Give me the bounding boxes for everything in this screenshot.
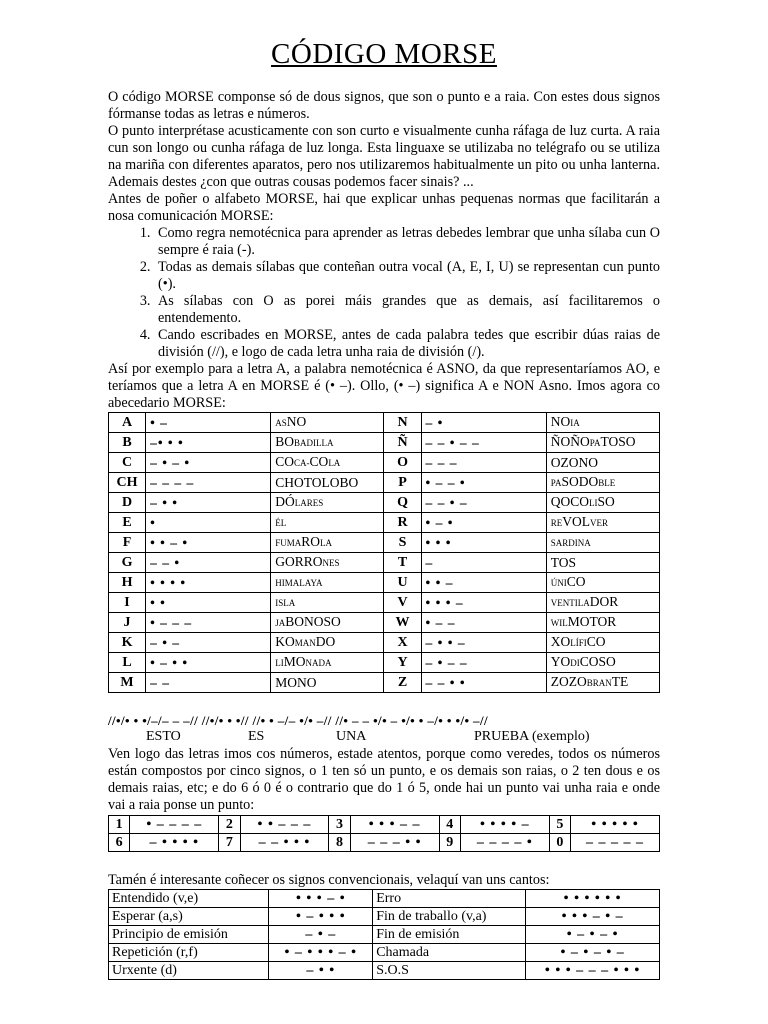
mnemonic-syllable: BO: [275, 434, 295, 449]
mnemonic-word: [271, 613, 384, 633]
mnemonic-syllable: DÓ: [275, 494, 295, 509]
alphabet-row: [109, 413, 660, 433]
mnemonic-word: [546, 593, 659, 613]
example-word: UNA: [336, 729, 367, 744]
mnemonic-syllable: CA-: [294, 458, 310, 468]
example-word: PRUEBA (exemplo): [474, 729, 590, 744]
mnemonic-word: [546, 653, 659, 673]
alphabet-row: [109, 673, 660, 693]
sign-name-cell: Repetición (r,f): [109, 944, 269, 962]
morse-code-cell: – –: [146, 673, 271, 693]
mnemonic-word: [271, 453, 384, 473]
mnemonic-syllable: COSO: [579, 654, 616, 669]
mnemonic-syllable: PA: [550, 478, 562, 488]
sign-name-cell: Fin de emisión: [373, 926, 526, 944]
rules-list: [108, 225, 660, 361]
letter-cell: O: [384, 453, 421, 473]
morse-code-cell: • • • •: [146, 573, 271, 593]
letter-cell: T: [384, 553, 421, 573]
mnemonic-syllable: FUMA: [275, 538, 302, 548]
mnemonic-syllable: NO: [550, 414, 571, 429]
alphabet-row: [109, 553, 660, 573]
alphabet-row: [109, 633, 660, 653]
numbers-row: [109, 816, 660, 834]
mnemonic-syllable: ÉL: [275, 518, 287, 528]
mnemonic-syllable: VER: [590, 518, 609, 528]
intro-paragraph-2: O punto interprétase acusticamente con son curto e visualmente cunha ráfaga de luz curta. A raia cun son longo ou cunha ráfaga de luz longa. Esta linguaxe se utilizaba no telégrafo ou se utiliza na mariña con diferentes aparatos, pero nos utilizaremos habitualmente un pito ou unha lanterna. Ademais destes ¿con que outras cousas podemos facer sinais? ...: [108, 123, 660, 190]
number-cell: 7: [219, 834, 240, 852]
alphabet-row: [109, 593, 660, 613]
number-code-cell: – • • • •: [130, 834, 219, 852]
mnemonic-syllable: DO: [315, 634, 336, 649]
example-code: //•/• • •/–/– – –// //•/• • •// //• • –/– •/• –// //• – – •/• – •/• • –/• • •/• –//: [108, 713, 488, 728]
letter-cell: S: [384, 533, 421, 553]
morse-code-cell: • •: [146, 593, 271, 613]
mnemonic-syllable: HIMALAYA: [275, 578, 323, 588]
morse-code-cell: – – •: [146, 553, 271, 573]
number-code-cell: – – – – •: [460, 834, 549, 852]
letter-cell: I: [109, 593, 146, 613]
letter-cell: Ñ: [384, 433, 421, 453]
sign-code-cell: • – • – • –: [526, 944, 660, 962]
letter-cell: W: [384, 613, 421, 633]
letter-cell: F: [109, 533, 146, 553]
mnemonic-syllable: WIL: [550, 618, 568, 628]
mnemonic-word: [546, 473, 659, 493]
morse-code-cell: • • •: [421, 533, 546, 553]
number-cell: 6: [109, 834, 130, 852]
page-title: CÓDIGO MORSE: [271, 38, 497, 70]
mnemonic-syllable: IA: [570, 418, 580, 428]
signs-intro: Tamén é interesante coñecer os signos convencionais, velaquí van uns cantos:: [108, 872, 550, 888]
mnemonic-word: [546, 453, 659, 473]
number-code-cell: – – – – –: [571, 834, 660, 852]
letter-cell: K: [109, 633, 146, 653]
alphabet-row: [109, 433, 660, 453]
morse-code-cell: – – • •: [421, 673, 546, 693]
morse-code-cell: – • – –: [421, 653, 546, 673]
mnemonic-syllable: TE: [611, 674, 629, 689]
mnemonic-word: [546, 433, 659, 453]
mnemonic-word: [271, 473, 384, 493]
sign-code-cell: – • •: [269, 962, 373, 980]
mnemonic-word: [546, 513, 659, 533]
number-code-cell: – – – • •: [350, 834, 439, 852]
mnemonic-word: [546, 613, 659, 633]
morse-code-cell: – – – –: [146, 473, 271, 493]
letter-cell: CH: [109, 473, 146, 493]
sign-code-cell: – • –: [269, 926, 373, 944]
number-cell: 0: [549, 834, 570, 852]
mnemonic-syllable: JA: [275, 618, 286, 628]
example-words: [108, 729, 660, 746]
mnemonic-syllable: GORRO: [275, 554, 323, 569]
morse-code-cell: – – –: [421, 453, 546, 473]
alphabet-row: [109, 653, 660, 673]
letter-cell: B: [109, 433, 146, 453]
numbers-row: [109, 834, 660, 852]
mnemonic-word: [546, 413, 659, 433]
mnemonic-syllable: TOSO: [600, 434, 636, 449]
letter-cell: J: [109, 613, 146, 633]
sign-name-cell: Principio de emisión: [109, 926, 269, 944]
mnemonic-syllable: VENTILA: [550, 598, 590, 608]
number-cell: 9: [439, 834, 460, 852]
morse-code-cell: – – • – –: [421, 433, 546, 453]
mnemonic-word: [271, 573, 384, 593]
morse-code-cell: • – – •: [421, 473, 546, 493]
sign-name-cell: Chamada: [373, 944, 526, 962]
morse-code-cell: –: [421, 553, 546, 573]
morse-code-cell: • – •: [421, 513, 546, 533]
morse-code-cell: • – – –: [146, 613, 271, 633]
letter-cell: P: [384, 473, 421, 493]
mnemonic-syllable: AS: [275, 418, 287, 428]
rule-item: 1. Como regra nemotécnica para aprender as letras debedes lembrar que unha sílaba cun O sempre é raia (-).: [154, 225, 660, 259]
alphabet-row: [109, 473, 660, 493]
sign-code-cell: • • • – – – • • •: [526, 962, 660, 980]
alphabet-row: [109, 573, 660, 593]
mnemonic-syllable: SO: [597, 494, 615, 509]
alphabet-row: [109, 493, 660, 513]
alphabet-row: [109, 513, 660, 533]
sign-code-cell: • • • – • –: [526, 908, 660, 926]
mnemonic-syllable: TOS: [550, 555, 577, 570]
signs-table: [108, 889, 660, 980]
intro-paragraph-1: O código MORSE componse só de dous signos, que son o punto e a raia. Con estes dous signos fórmanse todas as letras e números.: [108, 89, 660, 122]
mnemonic-syllable: CO: [566, 574, 586, 589]
morse-code-cell: – •: [421, 413, 546, 433]
example-word: ESTO: [146, 729, 181, 744]
mnemonic-syllable: CO: [275, 454, 295, 469]
mnemonic-word: [546, 633, 659, 653]
sign-name-cell: Entendido (v,e): [109, 890, 269, 908]
mnemonic-syllable: LA: [328, 458, 341, 468]
mnemonic-syllable: LI: [275, 658, 284, 668]
mnemonic-syllable: ÑOÑO: [550, 434, 590, 449]
mnemonic-syllable: LA: [320, 538, 333, 548]
letter-cell: E: [109, 513, 146, 533]
letter-cell: Y: [384, 653, 421, 673]
mnemonic-word: [271, 493, 384, 513]
mnemonic-syllable: PA: [589, 438, 601, 448]
signs-row: [109, 890, 660, 908]
mnemonic-word: [271, 653, 384, 673]
mnemonic-word: [271, 413, 384, 433]
mnemonic-syllable: KO: [275, 634, 295, 649]
morse-code-cell: •: [146, 513, 271, 533]
number-code-cell: • • • • •: [571, 816, 660, 834]
letter-cell: X: [384, 633, 421, 653]
number-cell: 3: [329, 816, 350, 834]
morse-code-cell: • –: [146, 413, 271, 433]
mnemonic-syllable: BONOSO: [285, 614, 341, 629]
sign-name-cell: Urxente (d): [109, 962, 269, 980]
number-cell: 8: [329, 834, 350, 852]
mnemonic-word: [546, 533, 659, 553]
letter-cell: A: [109, 413, 146, 433]
letter-cell: L: [109, 653, 146, 673]
numbers-table: [108, 815, 660, 852]
morse-code-cell: • – • •: [146, 653, 271, 673]
sign-code-cell: • • • • • •: [526, 890, 660, 908]
letter-cell: D: [109, 493, 146, 513]
mnemonic-syllable: BRAN: [586, 678, 612, 688]
mnemonic-syllable: BLE: [598, 478, 616, 488]
mnemonic-syllable: RE: [550, 518, 563, 528]
letter-cell: N: [384, 413, 421, 433]
alphabet-row: [109, 613, 660, 633]
numbers-paragraph: Ven logo das letras imos cos números, estade atentos, porque como veredes, todos os números están compostos por cinco signos, o 1 ten só un punto, e os demais son raias, o 2 ten dous e os demais raias, etc; e do 6 ó 0 é o contrario que do 1 ó 5, onde hai un punto vai unha raia e onde vai a raia ponse un punto:: [108, 746, 660, 813]
mnemonic-word: [546, 493, 659, 513]
number-cell: 1: [109, 816, 130, 834]
mnemonic-word: [546, 553, 659, 573]
number-cell: 5: [549, 816, 570, 834]
letter-cell: M: [109, 673, 146, 693]
mnemonic-syllable: ZOZO: [550, 674, 587, 689]
letter-cell: U: [384, 573, 421, 593]
number-code-cell: – – • • •: [240, 834, 329, 852]
letter-cell: V: [384, 593, 421, 613]
mnemonic-syllable: YO: [550, 654, 571, 669]
mnemonic-word: [271, 593, 384, 613]
morse-code-cell: – • • –: [421, 633, 546, 653]
sign-code-cell: • – • • •: [269, 908, 373, 926]
morse-code-cell: • • –: [421, 573, 546, 593]
example-paragraph: Así por exemplo para a letra A, a palabra nemotécnica é ASNO, da que representaríamos AO, e teríamos que a letra A en MORSE é (• –). Ollo, (• –) significa A e NON Asno. Imos agora co abecedario MORSE:: [108, 361, 660, 411]
sign-name-cell: Erro: [373, 890, 526, 908]
signs-row: [109, 962, 660, 980]
letter-cell: C: [109, 453, 146, 473]
mnemonic-word: [546, 573, 659, 593]
letter-cell: R: [384, 513, 421, 533]
letter-cell: H: [109, 573, 146, 593]
document-page: [108, 34, 660, 980]
mnemonic-syllable: QOCO: [550, 494, 590, 509]
rule-item: 3. As sílabas con O as porei máis grandes que as demais, así facilitaremos o entendemento.: [154, 293, 660, 327]
sign-code-cell: • – • – •: [526, 926, 660, 944]
mnemonic-syllable: LARES: [294, 498, 324, 508]
mnemonic-syllable: MAN: [294, 638, 316, 648]
rule-item: 4. Cando escribades en MORSE, antes de cada palabra tedes que escribir dúas raias de división (//), e logo de cada letra unha raia de división (/).: [154, 327, 660, 361]
mnemonic-word: [271, 433, 384, 453]
mnemonic-word: [271, 673, 384, 693]
mnemonic-syllable: ÚNI: [550, 578, 567, 588]
letter-cell: G: [109, 553, 146, 573]
sign-name-cell: Fin de traballo (v,a): [373, 908, 526, 926]
mnemonic-syllable: OZONO: [550, 455, 599, 470]
mnemonic-syllable: NADA: [305, 658, 332, 668]
alphabet-table: [108, 412, 660, 693]
example-word: ES: [248, 729, 265, 744]
morse-code-cell: • • – •: [146, 533, 271, 553]
sign-code-cell: • – • • • – •: [269, 944, 373, 962]
morse-code-cell: – • – •: [146, 453, 271, 473]
number-cell: 4: [439, 816, 460, 834]
morse-code-cell: – – • –: [421, 493, 546, 513]
signs-row: [109, 908, 660, 926]
mnemonic-syllable: VOL: [562, 514, 591, 529]
signs-row: [109, 926, 660, 944]
mnemonic-syllable: BADILLA: [294, 438, 334, 448]
mnemonic-word: [271, 633, 384, 653]
mnemonic-syllable: XO: [550, 634, 571, 649]
mnemonic-syllable: RO: [301, 534, 321, 549]
mnemonic-syllable: CHOTOLOBO: [275, 475, 359, 490]
mnemonic-syllable: MO: [283, 654, 306, 669]
mnemonic-syllable: LÍFI: [570, 638, 587, 648]
mnemonic-syllable: LI: [589, 498, 598, 508]
mnemonic-syllable: MONO: [275, 675, 317, 690]
number-code-cell: • – – – –: [130, 816, 219, 834]
number-code-cell: • • • – –: [350, 816, 439, 834]
mnemonic-syllable: SODO: [561, 474, 599, 489]
morse-code-cell: –• • •: [146, 433, 271, 453]
rule-item: 2. Todas as demais sílabas que conteñan outra vocal (A, E, I, U) se representan cun punto (•).: [154, 259, 660, 293]
mnemonic-syllable: NES: [322, 558, 340, 568]
morse-code-cell: • • • –: [421, 593, 546, 613]
mnemonic-syllable: CO: [309, 454, 329, 469]
signs-row: [109, 944, 660, 962]
mnemonic-word: [546, 673, 659, 693]
mnemonic-word: [271, 533, 384, 553]
mnemonic-syllable: DOR: [589, 594, 619, 609]
alphabet-row: [109, 453, 660, 473]
morse-code-cell: – • •: [146, 493, 271, 513]
mnemonic-syllable: DI: [570, 658, 580, 668]
mnemonic-syllable: SARDINA: [550, 538, 591, 548]
mnemonic-syllable: NO: [286, 414, 307, 429]
mnemonic-word: [271, 513, 384, 533]
alphabet-row: [109, 533, 660, 553]
number-code-cell: • • • • –: [460, 816, 549, 834]
number-cell: 2: [219, 816, 240, 834]
sign-code-cell: • • • – •: [269, 890, 373, 908]
sign-name-cell: Esperar (a,s): [109, 908, 269, 926]
letter-cell: Z: [384, 673, 421, 693]
mnemonic-word: [271, 553, 384, 573]
intro-paragraph-3: Antes de poñer o alfabeto MORSE, hai que explicar unhas pequenas normas que facilitarán a nosa comunicación MORSE:: [108, 191, 660, 224]
number-code-cell: • • – – –: [240, 816, 329, 834]
mnemonic-syllable: CO: [586, 634, 606, 649]
mnemonic-syllable: MOTOR: [567, 614, 617, 629]
letter-cell: Q: [384, 493, 421, 513]
morse-code-cell: – • –: [146, 633, 271, 653]
mnemonic-syllable: ISLA: [275, 598, 296, 608]
sign-name-cell: S.O.S: [373, 962, 526, 980]
morse-code-cell: • – –: [421, 613, 546, 633]
